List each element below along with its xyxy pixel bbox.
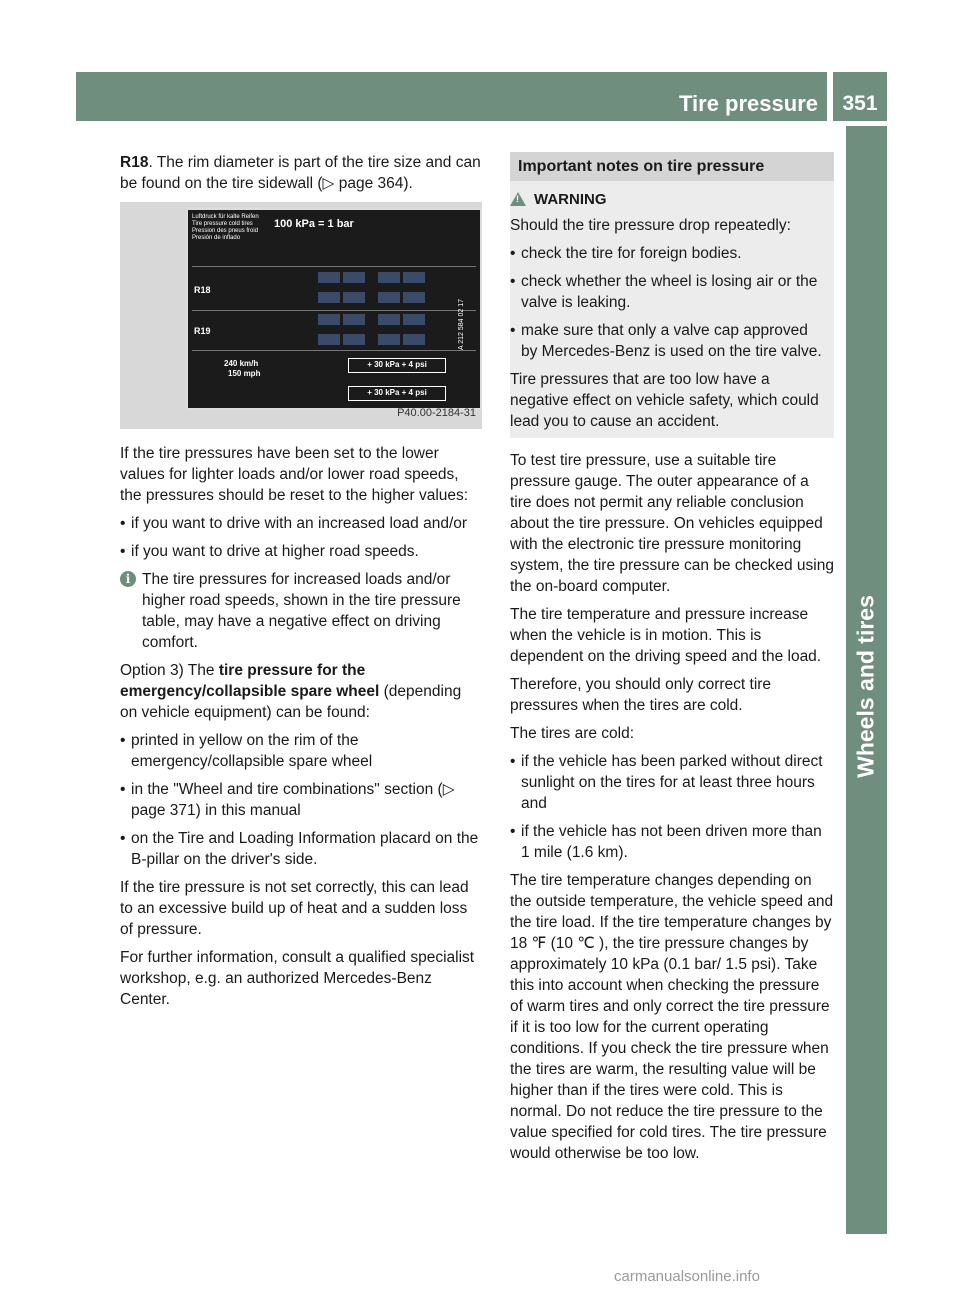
paragraph: The tires are cold:: [510, 725, 635, 742]
footer-watermark: carmanualsonline.info: [614, 1268, 760, 1285]
placard-cell: [378, 272, 400, 283]
placard-cell: [318, 272, 340, 283]
side-tab: [846, 126, 887, 1234]
intro-paragraph: [120, 152, 482, 194]
placard-cell: [318, 314, 340, 325]
placard-title: 100 kPa = 1 bar: [274, 218, 354, 230]
side-tab-label: Wheels and tires: [852, 595, 879, 778]
placard-divider: [192, 310, 476, 311]
placard-part-number: A 212 584 02 17: [458, 299, 465, 350]
placard-cell: [343, 292, 365, 303]
placard-cell: [378, 292, 400, 303]
placard-speed-kmh: 240 km/h: [224, 359, 259, 368]
placard-increase-box: + 30 kPa + 4 psi: [348, 358, 446, 373]
warning-heading: [510, 189, 826, 210]
paragraph: If the tire pressure is not set correctly, this can lead to an excessive build up of heat and a sudden loss of pressure.: [120, 879, 469, 938]
option-rest: (depending on vehicle equipment) can be found:: [120, 683, 462, 721]
intro-bold: R18: [120, 154, 149, 171]
placard-cell: [318, 334, 340, 345]
placard-cell: [343, 272, 365, 283]
list-item: • if you want to drive with an increased load and/or: [120, 513, 482, 534]
placard-row-r19: R19: [194, 326, 211, 336]
placard-divider: [192, 350, 476, 351]
image-caption: P40.00-2184-31: [397, 407, 476, 419]
placard-cell: [403, 334, 425, 345]
section-heading: Important notes on tire pressure: [510, 152, 834, 181]
option-paragraph: [120, 660, 482, 723]
right-column: [510, 152, 834, 1171]
list-item: • if the vehicle has been parked without direct sunlight on the tires for at least three hours and: [510, 751, 834, 814]
placard-row-r18: R18: [194, 285, 211, 295]
placard-cell: [403, 314, 425, 325]
placard-increase-box: + 30 kPa + 4 psi: [348, 386, 446, 401]
placard-cell: [343, 334, 365, 345]
warning-outro: Tire pressures that are too low have a negative effect on vehicle safety, which could lead you to cause an accident.: [510, 371, 819, 430]
note-text: The tire pressures for increased loads and/or higher road speeds, shown in the tire pressure table, may have a negative effect on driving comfort.: [142, 571, 461, 651]
warning-intro: Should the tire pressure drop repeatedly:: [510, 217, 791, 234]
paragraph: For further information, consult a qualified specialist workshop, e.g. an authorized Mercedes-Benz Center.: [120, 949, 475, 1008]
warning-icon: !: [510, 192, 526, 206]
paragraph: The tire temperature changes depending on the outside temperature, the vehicle speed and the tire load. If the tire temperature changes by 18 ℉ (10 ℃ ), the tire pressure changes by approximately 10 kPa (0.1 bar/ 1.5 psi). Take this into account when checking the pressure of warm tires and only correct the tire pressure if it is too low for the current operating conditions. If you check the tire pressure when the tires are warm, the resulting value will be higher than if the tires were cold. This is normal. Do not reduce the tire pressure to the value specified for cold tires. The tire pressure would otherwise be too low.: [510, 872, 834, 1162]
info-icon: i: [120, 571, 136, 587]
paragraph: Therefore, you should only correct tire pressures when the tires are cold.: [510, 676, 772, 714]
option-bold: tire pressure for the emergency/collapsible spare wheel: [120, 662, 380, 700]
list-item: • in the "Wheel and tire combinations" section (▷ page 371) in this manual: [120, 779, 482, 821]
paragraph: If the tire pressures have been set to the lower values for lighter loads and/or lower road speeds, the pressures should be reset to the higher values:: [120, 445, 469, 504]
warning-list-item: • check whether the wheel is losing air or the valve is leaking.: [510, 271, 826, 313]
placard-header: Luftdruck für kalte Reifen Tire pressure cold tires Pression des pneus froid Presión de inflado: [192, 214, 259, 241]
page-title: Tire pressure: [678, 91, 818, 116]
placard: [186, 208, 482, 410]
page-number: 351: [833, 72, 887, 121]
placard-cell: [403, 292, 425, 303]
placard-cell: [403, 272, 425, 283]
placard-cell: [378, 334, 400, 345]
placard-cell: [343, 314, 365, 325]
placard-cell: [318, 292, 340, 303]
list-item: • printed in yellow on the rim of the emergency/collapsible spare wheel: [120, 730, 482, 772]
option-prefix: Option 3) The: [120, 662, 219, 679]
list-item: • if you want to drive at higher road speeds.: [120, 541, 482, 562]
warning-list-item: • make sure that only a valve cap approved by Mercedes-Benz is used on the tire valve.: [510, 320, 826, 362]
warning-list-item: • check the tire for foreign bodies.: [510, 243, 826, 264]
list-item: • if the vehicle has not been driven more than 1 mile (1.6 km).: [510, 821, 834, 863]
warning-label: WARNING: [534, 191, 607, 208]
paragraph: The tire temperature and pressure increase when the vehicle is in motion. This is dependent on the driving speed and the load.: [510, 606, 822, 665]
placard-speed-mph: 150 mph: [228, 369, 261, 378]
intro-text: . The rim diameter is part of the tire size and can be found on the tire sidewall (▷ page 364).: [120, 154, 481, 192]
list-item: • on the Tire and Loading Information placard on the B-pillar on the driver's side.: [120, 828, 482, 870]
placard-divider: [192, 266, 476, 267]
left-column: [120, 152, 482, 1017]
paragraph: To test tire pressure, use a suitable tire pressure gauge. The outer appearance of a tire does not permit any reliable conclusion about the tire pressure. On vehicles equipped with the electronic tire pressure monitoring system, the tire pressure can be checked using the on-board computer.: [510, 452, 834, 595]
warning-box: [510, 181, 834, 438]
placard-cell: [378, 314, 400, 325]
tire-pressure-placard-image: [120, 202, 482, 429]
info-note: [120, 569, 482, 653]
